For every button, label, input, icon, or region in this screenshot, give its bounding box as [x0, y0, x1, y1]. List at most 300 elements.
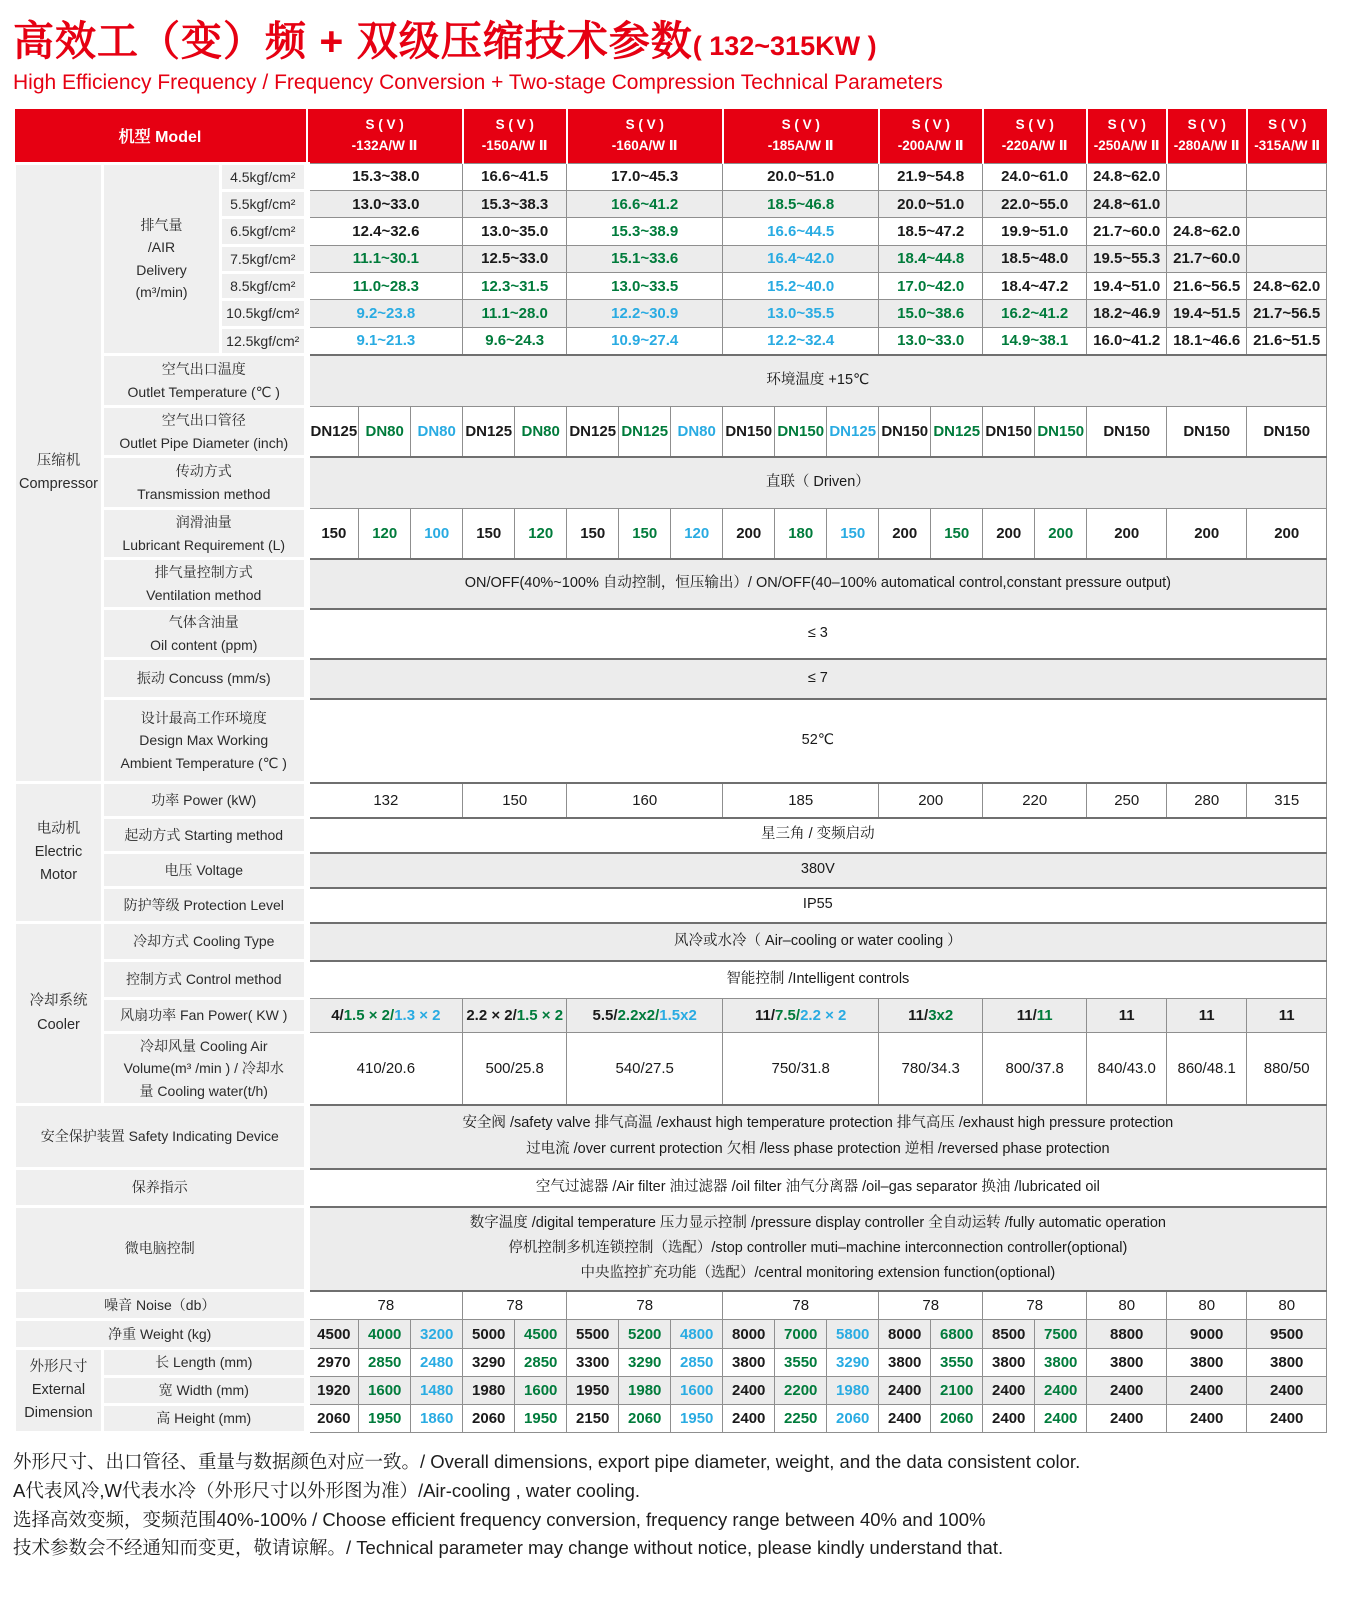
power-value-0: 132 — [307, 783, 463, 818]
section-group-length: 外形尺寸 External Dimension — [15, 1349, 103, 1433]
air-7-5-value-4: 18.4~44.8 — [879, 245, 983, 272]
length-value-9: 3550 — [775, 1349, 827, 1377]
height-value-17: 2400 — [1247, 1405, 1327, 1433]
concuss-value: ≤ 7 — [307, 659, 1327, 699]
weight-value-0: 4500 — [307, 1320, 359, 1349]
maintenance-value: 空气过滤器 /Air filter 油过滤器 /oil filter 油气分离器 /oil–gas separator 换油 /lubricated oil — [307, 1169, 1327, 1207]
weight-value-9: 7000 — [775, 1320, 827, 1349]
pipe-diameter-value-6: DN125 — [619, 407, 671, 457]
air-7-5-label: 7.5kgf/cm² — [221, 245, 307, 272]
air-7-5-value-0: 11.1~30.1 — [307, 245, 463, 272]
air-4-5-label: 4.5kgf/cm² — [221, 163, 307, 190]
height-value-8: 2400 — [723, 1405, 775, 1433]
cooling-volume-label: 冷却风量 Cooling Air Volume(m³ /min ) / 冷却水 量 Cooling water(t/h) — [103, 1033, 307, 1105]
power-value-1: 150 — [463, 783, 567, 818]
row-maintenance — [15, 1169, 1327, 1207]
height-value-6: 2060 — [619, 1405, 671, 1433]
height-label: 高 Height (mm) — [103, 1405, 307, 1433]
air-12-5-value-1: 9.6~24.3 — [463, 327, 567, 354]
width-value-4: 1600 — [515, 1377, 567, 1405]
air-7-5-value-3: 16.4~42.0 — [723, 245, 879, 272]
weight-value-15: 8800 — [1087, 1320, 1167, 1349]
microcomputer-control-label: 微电脑控制 — [15, 1207, 307, 1291]
model-header-5: S ( V ) -220A/W Ⅱ — [983, 109, 1087, 163]
length-value-11: 3800 — [879, 1349, 931, 1377]
noise-value-5: 78 — [983, 1291, 1087, 1320]
air-8-5-value-7: 21.6~56.5 — [1167, 273, 1247, 300]
air-12-5-value-2: 10.9~27.4 — [567, 327, 723, 354]
pipe-diameter-label: 空气出口管径 Outlet Pipe Diameter (inch) — [103, 407, 307, 457]
height-value-9: 2250 — [775, 1405, 827, 1433]
row-cooling-volume — [15, 1033, 1327, 1105]
fan-power-value-2: 5.5/2.2x2/1.5x2 — [567, 999, 723, 1033]
concuss-label: 振动 Concuss (mm/s) — [103, 659, 307, 699]
air-6-5-value-0: 12.4~32.6 — [307, 218, 463, 245]
air-6-5-value-5: 19.9~51.0 — [983, 218, 1087, 245]
air-6-5-value-3: 16.6~44.5 — [723, 218, 879, 245]
pipe-diameter-value-5: DN125 — [567, 407, 619, 457]
air-5-5-value-8 — [1247, 190, 1327, 217]
row-fan-power — [15, 999, 1327, 1033]
pipe-diameter-value-16: DN150 — [1167, 407, 1247, 457]
air-10-5-value-6: 18.2~46.9 — [1087, 300, 1167, 327]
footnote-4: 技术参数会不经通知而变更，敬请谅解。/ Technical parameter may change without notice, please kindly understand that. — [13, 1537, 1004, 1559]
row-outlet-temp — [15, 355, 1327, 407]
safety-device-value: 安全阀 /safety valve 排气高温 /exhaust high temperature protection 排气高压 /exhaust high pressure protection 过电流 /over current protection 欠相 /less phase protection 逆相 /reversed phase protection — [307, 1105, 1327, 1169]
lubricant-label: 润滑油量 Lubricant Requirement (L) — [103, 509, 307, 559]
air-6-5-value-6: 21.7~60.0 — [1087, 218, 1167, 245]
lubricant-value-3: 150 — [463, 509, 515, 559]
power-value-5: 220 — [983, 783, 1087, 818]
air-8-5-value-0: 11.0~28.3 — [307, 273, 463, 300]
air-5-5-label: 5.5kgf/cm² — [221, 190, 307, 217]
power-label: 功率 Power (kW) — [103, 783, 307, 818]
design-max-temp-value: 52℃ — [307, 699, 1327, 783]
fan-power-value-0: 4/1.5 × 2/1.3 × 2 — [307, 999, 463, 1033]
lubricant-value-13: 200 — [983, 509, 1035, 559]
width-value-2: 1480 — [411, 1377, 463, 1405]
width-value-12: 2100 — [931, 1377, 983, 1405]
row-protection-level — [15, 888, 1327, 923]
weight-value-13: 8500 — [983, 1320, 1035, 1349]
noise-label: 噪音 Noise（db） — [15, 1291, 307, 1320]
row-microcomputer-control — [15, 1207, 1327, 1291]
section-group-power: 电动机 Electric Motor — [15, 783, 103, 923]
length-value-15: 3800 — [1087, 1349, 1167, 1377]
weight-value-4: 4500 — [515, 1320, 567, 1349]
pipe-diameter-value-10: DN125 — [827, 407, 879, 457]
row-transmission — [15, 457, 1327, 509]
model-header-2: S ( V ) -160A/W Ⅱ — [567, 109, 723, 163]
air-8-5-value-2: 13.0~33.5 — [567, 273, 723, 300]
cooling-volume-value-0: 410/20.6 — [307, 1033, 463, 1105]
air-4-5-value-8 — [1247, 163, 1327, 190]
lubricant-value-9: 180 — [775, 509, 827, 559]
width-label: 宽 Width (mm) — [103, 1377, 307, 1405]
length-value-7: 2850 — [671, 1349, 723, 1377]
model-header-8: S ( V ) -315A/W Ⅱ — [1247, 109, 1327, 163]
lubricant-value-0: 150 — [307, 509, 359, 559]
fan-power-value-8: 11 — [1247, 999, 1327, 1033]
air-4-5-value-4: 21.9~54.8 — [879, 163, 983, 190]
width-value-7: 1600 — [671, 1377, 723, 1405]
height-value-5: 2150 — [567, 1405, 619, 1433]
air-10-5-value-7: 19.4~51.5 — [1167, 300, 1247, 327]
air-5-5-value-1: 15.3~38.3 — [463, 190, 567, 217]
air-12-5-value-7: 18.1~46.6 — [1167, 327, 1247, 354]
footnotes — [13, 1448, 1340, 1563]
cooling-volume-value-7: 860/48.1 — [1167, 1033, 1247, 1105]
lubricant-value-15: 200 — [1087, 509, 1167, 559]
weight-value-6: 5200 — [619, 1320, 671, 1349]
weight-value-12: 6800 — [931, 1320, 983, 1349]
microcomputer-control-value: 数字温度 /digital temperature 压力显示控制 /pressure display controller 全自动运转 /fully automatic operation 停机控制多机连锁控制（选配）/stop controller muti–machine interconnection controller(optional) 中央监控扩充功能（选配）/central monitoring extension function(optional) — [307, 1207, 1327, 1291]
model-header-1: S ( V ) -150A/W Ⅱ — [463, 109, 567, 163]
pipe-diameter-value-1: DN80 — [359, 407, 411, 457]
air-7-5-value-7: 21.7~60.0 — [1167, 245, 1247, 272]
pipe-diameter-value-17: DN150 — [1247, 407, 1327, 457]
air-5-5-value-0: 13.0~33.0 — [307, 190, 463, 217]
row-starting-method — [15, 818, 1327, 853]
lubricant-value-11: 200 — [879, 509, 931, 559]
pipe-diameter-value-7: DN80 — [671, 407, 723, 457]
weight-value-5: 5500 — [567, 1320, 619, 1349]
height-value-12: 2060 — [931, 1405, 983, 1433]
pipe-diameter-value-11: DN150 — [879, 407, 931, 457]
fan-power-value-7: 11 — [1167, 999, 1247, 1033]
pipe-diameter-value-3: DN125 — [463, 407, 515, 457]
row-height — [15, 1405, 1327, 1433]
air-5-5-value-6: 24.8~61.0 — [1087, 190, 1167, 217]
page-title-row — [13, 8, 1340, 67]
air-12-5-value-0: 9.1~21.3 — [307, 327, 463, 354]
subgroup-air-4-5: 排气量 /AIR Delivery (m³/min) — [103, 163, 221, 355]
model-header-4: S ( V ) -200A/W Ⅱ — [879, 109, 983, 163]
width-value-16: 2400 — [1167, 1377, 1247, 1405]
safety-device-label: 安全保护装置 Safety Indicating Device — [15, 1105, 307, 1169]
footnote-2: A代表风冷,W代表水冷（外形尺寸以外形图为准）/Air-cooling , water cooling. — [13, 1479, 641, 1501]
model-header-row — [15, 109, 1327, 163]
power-value-6: 250 — [1087, 783, 1167, 818]
row-design-max-temp — [15, 699, 1327, 783]
air-8-5-value-3: 15.2~40.0 — [723, 273, 879, 300]
transmission-value: 直联（ Driven） — [307, 457, 1327, 509]
cooling-volume-value-2: 540/27.5 — [567, 1033, 723, 1105]
width-value-5: 1950 — [567, 1377, 619, 1405]
lubricant-value-7: 120 — [671, 509, 723, 559]
air-5-5-value-3: 18.5~46.8 — [723, 190, 879, 217]
air-10-5-value-0: 9.2~23.8 — [307, 300, 463, 327]
row-length — [15, 1349, 1327, 1377]
lubricant-value-4: 120 — [515, 509, 567, 559]
height-value-13: 2400 — [983, 1405, 1035, 1433]
lubricant-value-16: 200 — [1167, 509, 1247, 559]
control-method-label: 控制方式 Control method — [103, 961, 307, 999]
pipe-diameter-value-9: DN150 — [775, 407, 827, 457]
weight-value-14: 7500 — [1035, 1320, 1087, 1349]
noise-value-1: 78 — [463, 1291, 567, 1320]
oil-content-value: ≤ 3 — [307, 609, 1327, 659]
row-noise — [15, 1291, 1327, 1320]
maintenance-label: 保养指示 — [15, 1169, 307, 1207]
model-header-7: S ( V ) -280A/W Ⅱ — [1167, 109, 1247, 163]
air-7-5-value-6: 19.5~55.3 — [1087, 245, 1167, 272]
air-8-5-value-4: 17.0~42.0 — [879, 273, 983, 300]
ventilation-value: ON/OFF(40%~100% 自动控制，恒压输出）/ ON/OFF(40–100% automatical control,constant pressure output) — [307, 559, 1327, 609]
weight-value-16: 9000 — [1167, 1320, 1247, 1349]
length-value-6: 3290 — [619, 1349, 671, 1377]
fan-power-value-6: 11 — [1087, 999, 1167, 1033]
air-7-5-value-2: 15.1~33.6 — [567, 245, 723, 272]
air-12-5-label: 12.5kgf/cm² — [221, 327, 307, 354]
height-value-7: 1950 — [671, 1405, 723, 1433]
length-value-17: 3800 — [1247, 1349, 1327, 1377]
air-8-5-value-5: 18.4~47.2 — [983, 273, 1087, 300]
air-7-5-value-1: 12.5~33.0 — [463, 245, 567, 272]
starting-method-label: 起动方式 Starting method — [103, 818, 307, 853]
length-value-0: 2970 — [307, 1349, 359, 1377]
lubricant-value-1: 120 — [359, 509, 411, 559]
model-header-6: S ( V ) -250A/W Ⅱ — [1087, 109, 1167, 163]
length-value-8: 3800 — [723, 1349, 775, 1377]
length-value-13: 3800 — [983, 1349, 1035, 1377]
length-value-3: 3290 — [463, 1349, 515, 1377]
row-air-4-5 — [15, 163, 1327, 190]
voltage-value: 380V — [307, 853, 1327, 888]
fan-power-value-4: 11/3x2 — [879, 999, 983, 1033]
pipe-diameter-value-0: DN125 — [307, 407, 359, 457]
weight-value-7: 4800 — [671, 1320, 723, 1349]
air-12-5-value-4: 13.0~33.0 — [879, 327, 983, 354]
oil-content-label: 气体含油量 Oil content (ppm) — [103, 609, 307, 659]
air-5-5-value-5: 22.0~55.0 — [983, 190, 1087, 217]
pipe-diameter-value-4: DN80 — [515, 407, 567, 457]
pipe-diameter-value-12: DN125 — [931, 407, 983, 457]
fan-power-label: 风扇功率 Fan Power( KW ) — [103, 999, 307, 1033]
row-ventilation — [15, 559, 1327, 609]
air-10-5-value-2: 12.2~30.9 — [567, 300, 723, 327]
height-value-16: 2400 — [1167, 1405, 1247, 1433]
power-value-2: 160 — [567, 783, 723, 818]
weight-value-11: 8000 — [879, 1320, 931, 1349]
pipe-diameter-value-13: DN150 — [983, 407, 1035, 457]
air-6-5-value-2: 15.3~38.9 — [567, 218, 723, 245]
control-method-value: 智能控制 /Intelligent controls — [307, 961, 1327, 999]
noise-value-2: 78 — [567, 1291, 723, 1320]
height-value-3: 2060 — [463, 1405, 515, 1433]
page-title: 高效工（变）频 + 双级压缩技术参数 — [13, 18, 693, 64]
cooling-volume-value-1: 500/25.8 — [463, 1033, 567, 1105]
air-8-5-value-8: 24.8~62.0 — [1247, 273, 1327, 300]
lubricant-value-2: 100 — [411, 509, 463, 559]
cooling-type-label: 冷却方式 Cooling Type — [103, 923, 307, 961]
row-concuss — [15, 659, 1327, 699]
transmission-label: 传动方式 Transmission method — [103, 457, 307, 509]
power-value-3: 185 — [723, 783, 879, 818]
height-value-10: 2060 — [827, 1405, 879, 1433]
lubricant-value-17: 200 — [1247, 509, 1327, 559]
spec-table — [13, 109, 1327, 1434]
width-value-11: 2400 — [879, 1377, 931, 1405]
air-6-5-value-8 — [1247, 218, 1327, 245]
pipe-diameter-value-14: DN150 — [1035, 407, 1087, 457]
fan-power-value-1: 2.2 × 2/1.5 × 2 — [463, 999, 567, 1033]
section-group-cooling-type: 冷却系统 Cooler — [15, 923, 103, 1105]
section-group-air-4-5: 压缩机 Compressor — [15, 163, 103, 783]
weight-value-8: 8000 — [723, 1320, 775, 1349]
length-value-2: 2480 — [411, 1349, 463, 1377]
starting-method-value: 星三角 / 变频启动 — [307, 818, 1327, 853]
air-4-5-value-0: 15.3~38.0 — [307, 163, 463, 190]
row-power — [15, 783, 1327, 818]
protection-level-value: IP55 — [307, 888, 1327, 923]
cooling-volume-value-5: 800/37.8 — [983, 1033, 1087, 1105]
width-value-6: 1980 — [619, 1377, 671, 1405]
height-value-15: 2400 — [1087, 1405, 1167, 1433]
lubricant-value-8: 200 — [723, 509, 775, 559]
air-12-5-value-3: 12.2~32.4 — [723, 327, 879, 354]
pipe-diameter-value-8: DN150 — [723, 407, 775, 457]
air-4-5-value-6: 24.8~62.0 — [1087, 163, 1167, 190]
noise-value-4: 78 — [879, 1291, 983, 1320]
weight-value-10: 5800 — [827, 1320, 879, 1349]
row-voltage — [15, 853, 1327, 888]
pipe-diameter-value-2: DN80 — [411, 407, 463, 457]
air-12-5-value-8: 21.6~51.5 — [1247, 327, 1327, 354]
weight-value-1: 4000 — [359, 1320, 411, 1349]
height-value-2: 1860 — [411, 1405, 463, 1433]
row-cooling-type — [15, 923, 1327, 961]
voltage-label: 电压 Voltage — [103, 853, 307, 888]
air-4-5-value-3: 20.0~51.0 — [723, 163, 879, 190]
air-7-5-value-5: 18.5~48.0 — [983, 245, 1087, 272]
air-6-5-value-7: 24.8~62.0 — [1167, 218, 1247, 245]
lubricant-value-12: 150 — [931, 509, 983, 559]
air-6-5-label: 6.5kgf/cm² — [221, 218, 307, 245]
protection-level-label: 防护等级 Protection Level — [103, 888, 307, 923]
model-corner-label: 机型 Model — [15, 109, 307, 163]
cooling-volume-value-4: 780/34.3 — [879, 1033, 983, 1105]
air-4-5-value-7 — [1167, 163, 1247, 190]
lubricant-value-14: 200 — [1035, 509, 1087, 559]
width-value-17: 2400 — [1247, 1377, 1327, 1405]
air-12-5-value-5: 14.9~38.1 — [983, 327, 1087, 354]
width-value-10: 1980 — [827, 1377, 879, 1405]
length-value-1: 2850 — [359, 1349, 411, 1377]
row-oil-content — [15, 609, 1327, 659]
footnote-1: 外形尺寸、出口管径、重量与数据颜色对应一致。/ Overall dimensions, export pipe diameter, weight, and the data consistent color. — [13, 1451, 1081, 1473]
weight-value-17: 9500 — [1247, 1320, 1327, 1349]
width-value-13: 2400 — [983, 1377, 1035, 1405]
air-10-5-value-1: 11.1~28.0 — [463, 300, 567, 327]
power-value-7: 280 — [1167, 783, 1247, 818]
noise-value-3: 78 — [723, 1291, 879, 1320]
weight-value-3: 5000 — [463, 1320, 515, 1349]
width-value-1: 1600 — [359, 1377, 411, 1405]
cooling-volume-value-6: 840/43.0 — [1087, 1033, 1167, 1105]
air-6-5-value-4: 18.5~47.2 — [879, 218, 983, 245]
air-4-5-value-5: 24.0~61.0 — [983, 163, 1087, 190]
lubricant-value-10: 150 — [827, 509, 879, 559]
air-7-5-value-8 — [1247, 245, 1327, 272]
length-value-10: 3290 — [827, 1349, 879, 1377]
width-value-8: 2400 — [723, 1377, 775, 1405]
air-4-5-value-1: 16.6~41.5 — [463, 163, 567, 190]
row-lubricant — [15, 509, 1327, 559]
row-weight — [15, 1320, 1327, 1349]
length-value-14: 3800 — [1035, 1349, 1087, 1377]
width-value-15: 2400 — [1087, 1377, 1167, 1405]
air-5-5-value-7 — [1167, 190, 1247, 217]
row-safety-device — [15, 1105, 1327, 1169]
air-10-5-label: 10.5kgf/cm² — [221, 300, 307, 327]
ventilation-label: 排气量控制方式 Ventilation method — [103, 559, 307, 609]
row-control-method — [15, 961, 1327, 999]
cooling-type-value: 风冷或水冷（ Air–cooling or water cooling ） — [307, 923, 1327, 961]
power-value-4: 200 — [879, 783, 983, 818]
design-max-temp-label: 设计最高工作环境度 Design Max Working Ambient Temperature (℃ ) — [103, 699, 307, 783]
row-pipe-diameter — [15, 407, 1327, 457]
power-value-8: 315 — [1247, 783, 1327, 818]
outlet-temp-value: 环境温度 +15℃ — [307, 355, 1327, 407]
lubricant-value-6: 150 — [619, 509, 671, 559]
page-subtitle: High Efficiency Frequency / Frequency Conversion + Two-stage Compression Technical Parameters — [13, 71, 943, 94]
air-10-5-value-8: 21.7~56.5 — [1247, 300, 1327, 327]
noise-value-0: 78 — [307, 1291, 463, 1320]
air-5-5-value-2: 16.6~41.2 — [567, 190, 723, 217]
air-5-5-value-4: 20.0~51.0 — [879, 190, 983, 217]
lubricant-value-5: 150 — [567, 509, 619, 559]
row-width — [15, 1377, 1327, 1405]
air-8-5-value-1: 12.3~31.5 — [463, 273, 567, 300]
cooling-volume-value-8: 880/50 — [1247, 1033, 1327, 1105]
air-4-5-value-2: 17.0~45.3 — [567, 163, 723, 190]
height-value-1: 1950 — [359, 1405, 411, 1433]
air-8-5-label: 8.5kgf/cm² — [221, 273, 307, 300]
air-10-5-value-4: 15.0~38.6 — [879, 300, 983, 327]
length-value-16: 3800 — [1167, 1349, 1247, 1377]
noise-value-8: 80 — [1247, 1291, 1327, 1320]
length-label: 长 Length (mm) — [103, 1349, 307, 1377]
height-value-11: 2400 — [879, 1405, 931, 1433]
air-12-5-value-6: 16.0~41.2 — [1087, 327, 1167, 354]
air-10-5-value-5: 16.2~41.2 — [983, 300, 1087, 327]
pipe-diameter-value-15: DN150 — [1087, 407, 1167, 457]
width-value-3: 1980 — [463, 1377, 515, 1405]
height-value-4: 1950 — [515, 1405, 567, 1433]
cooling-volume-value-3: 750/31.8 — [723, 1033, 879, 1105]
length-value-5: 3300 — [567, 1349, 619, 1377]
noise-value-6: 80 — [1087, 1291, 1167, 1320]
height-value-0: 2060 — [307, 1405, 359, 1433]
air-6-5-value-1: 13.0~35.0 — [463, 218, 567, 245]
page-title-range: ( 132~315KW ) — [692, 31, 877, 61]
width-value-0: 1920 — [307, 1377, 359, 1405]
fan-power-value-5: 11/11 — [983, 999, 1087, 1033]
noise-value-7: 80 — [1167, 1291, 1247, 1320]
outlet-temp-label: 空气出口温度 Outlet Temperature (℃ ) — [103, 355, 307, 407]
weight-label: 净重 Weight (kg) — [15, 1320, 307, 1349]
model-header-0: S ( V ) -132A/W Ⅱ — [307, 109, 463, 163]
length-value-4: 2850 — [515, 1349, 567, 1377]
width-value-14: 2400 — [1035, 1377, 1087, 1405]
air-8-5-value-6: 19.4~51.0 — [1087, 273, 1167, 300]
height-value-14: 2400 — [1035, 1405, 1087, 1433]
air-10-5-value-3: 13.0~35.5 — [723, 300, 879, 327]
width-value-9: 2200 — [775, 1377, 827, 1405]
length-value-12: 3550 — [931, 1349, 983, 1377]
model-header-3: S ( V ) -185A/W Ⅱ — [723, 109, 879, 163]
